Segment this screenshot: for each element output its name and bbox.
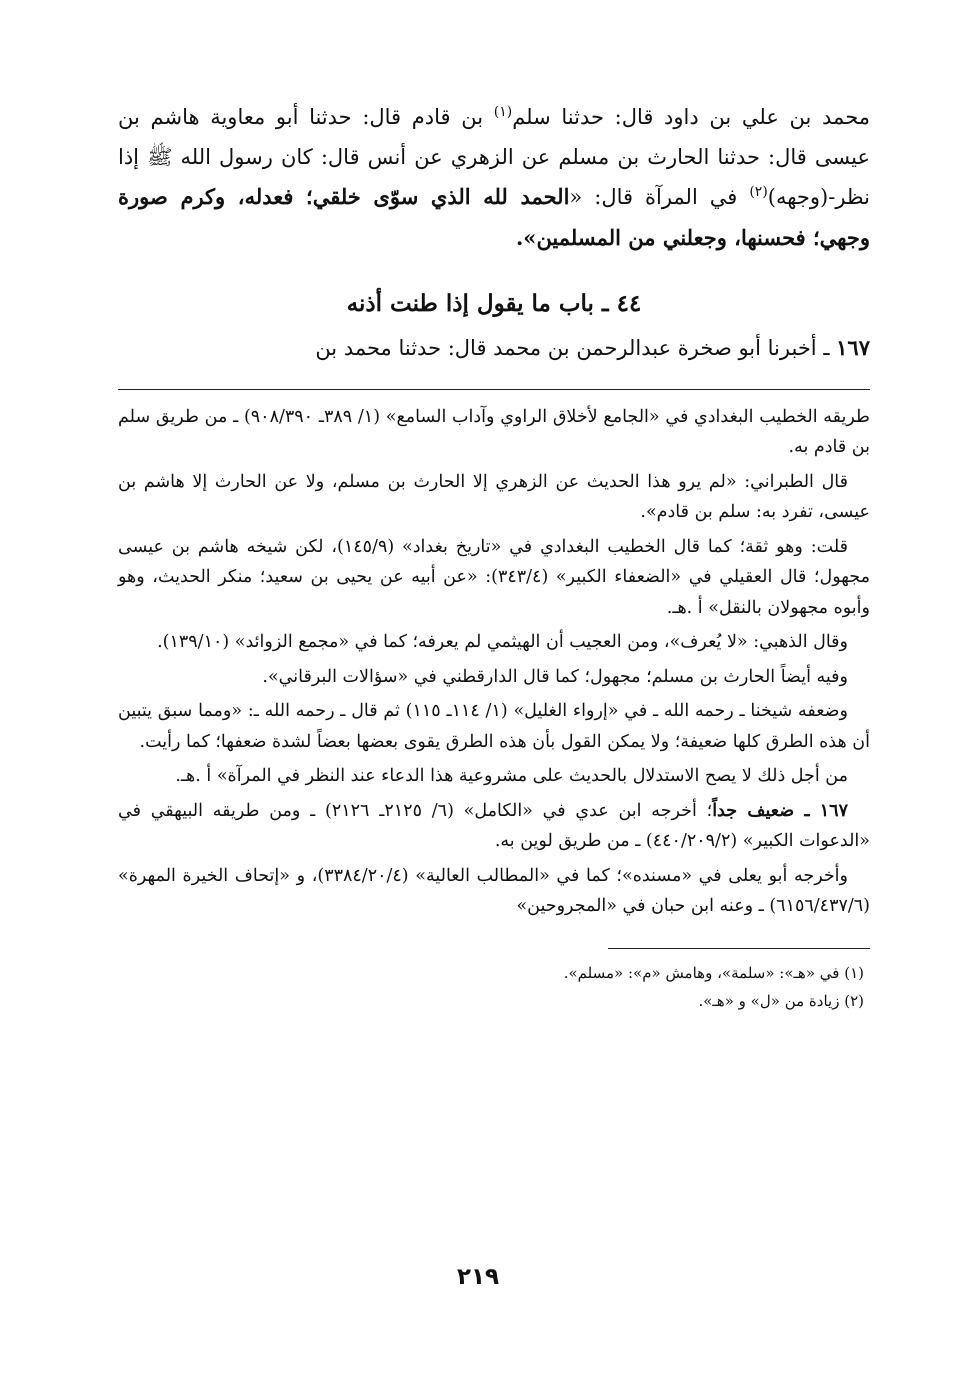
page-body: [118, 98, 870, 1015]
footnote-paragraph-9: وأخرجه أبو يعلى في «مسنده»؛ كما في «المطالب العالية» (٣٣٨٤/٢٠/٤)، و «إتحاف الخيرة المهرة» (٦١٥٦/٤٣٧/٦) ـ وعنه ابن حبان في «المجروحين»: [118, 865, 870, 916]
hadith-prev-part3: في المرآة قال: «: [569, 185, 750, 209]
footnote-paragraph-4: وقال الذهبي: «لا يُعرف»، ومن العجيب أن الهيثمي لم يعرفه؛ كما في «مجمع الزوائد» (١٣٩/١٠).: [157, 632, 848, 652]
page-number: ٢١٩: [456, 1264, 500, 1290]
footnote-paragraph-7: من أجل ذلك لا يصح الاستدلال بالحديث على مشروعية هذا الدعاء عند النظر في المرآة» أ .هـ.: [175, 766, 848, 786]
footnote-ref-2[interactable]: (٢): [749, 184, 768, 200]
endnote-1: (١) في «هـ»: «سلمة»، وهامش «م»: «مسلم».: [563, 963, 864, 982]
hadith-167-number: ١٦٧: [836, 335, 870, 360]
footnote-167-text: ؛ أخرجه ابن عدي في «الكامل» (٦/ ٢١٢٥ـ ٢١٢٦) ـ ومن طريقه البيهقي في «الدعوات الكبير» (٤٤٠/٢٠٩/٢) ـ من طريق لوين به.: [118, 800, 870, 851]
footnote-167-number: ١٦٧: [819, 800, 848, 821]
hadith-167-text: ـ أخبرنا أبو صخرة عبدالرحمن بن محمد قال: حدثنا محمد بن: [315, 336, 837, 360]
endnote-2: (٢) زيادة من «ل» و «هـ».: [698, 991, 864, 1010]
footnote-divider: [118, 389, 870, 390]
hadith-prev-end: ».: [516, 224, 537, 250]
hadith-prev-part1: محمد بن علي بن داود قال: حدثنا سلم: [512, 105, 870, 129]
footnote-paragraph-6: وضعفه شيخنا ـ رحمه الله ـ في «إرواء الغليل» (١/ ١١٤ـ ١١٥) ثم قال ـ رحمه الله ـ: «ومما سبق يتبين أن هذه الطرق كلها ضعيفة؛ ولا يمكن القول بأن هذه الطرق يقوى بعضها بعضاً لشدة ضعفها؛ كما رأيت.: [118, 701, 870, 752]
footnote-paragraph-8: [118, 796, 870, 857]
footnote-paragraph-3: قلت: وهو ثقة؛ كما قال الخطيب البغدادي في «تاريخ بغداد» (١٤٥/٩)، لكن شيخه هاشم بن عيسى مجهول؛ قال العقيلي في «الضعفاء الكبير» (٣٤٣/٤): «عن أبيه عن يحيى بن سعيد؛ منكر الحديث، وهو وأبوه مجهولان بالنقل» أ .هـ.: [118, 536, 870, 618]
endnote-divider: [608, 948, 870, 949]
chapter-heading: ٤٤ ـ باب ما يقول إذا طنت أذنه: [346, 290, 642, 317]
hadith-prev-paragraph: [118, 98, 870, 258]
footnote-paragraph-1: طريقه الخطيب البغدادي في «الجامع لأخلاق الراوي وآداب السامع» (١/ ٣٨٩ـ ٩٠٨/٣٩٠) ـ من طريق سلم بن قادم به.: [118, 406, 870, 457]
hadith-167-paragraph: [118, 328, 870, 369]
footnote-paragraph-2: قال الطبراني: «لم يرو هذا الحديث عن الزهري إلا الحارث بن مسلم، ولا عن الحارث إلا هاشم بن عيسى، تفرد به: سلم بن قادم».: [118, 471, 870, 522]
footnote-ref-1[interactable]: (١): [493, 104, 513, 120]
hadith-prev-dua-text: الحمد لله الذي سوّى خلقي؛ فعدله، وكرم صورة وجهي؛ فحسنها، وجعلني من المسلمين: [118, 184, 870, 250]
footnote-paragraph-5: وفيه أيضاً الحارث بن مسلم؛ مجهول؛ كما قال الدارقطني في «سؤالات البرقاني».: [262, 666, 848, 687]
footnote-167-grade: ـ ضعيف جداً: [712, 800, 820, 821]
hadith-prev-part2: بن قادم قال: حدثنا أبو معاوية هاشم بن عيسى قال: حدثنا الحارث بن مسلم عن الزهري عن أنس قال: كان رسول الله ﷺ إذا نظر-(وجهه): [118, 105, 870, 209]
